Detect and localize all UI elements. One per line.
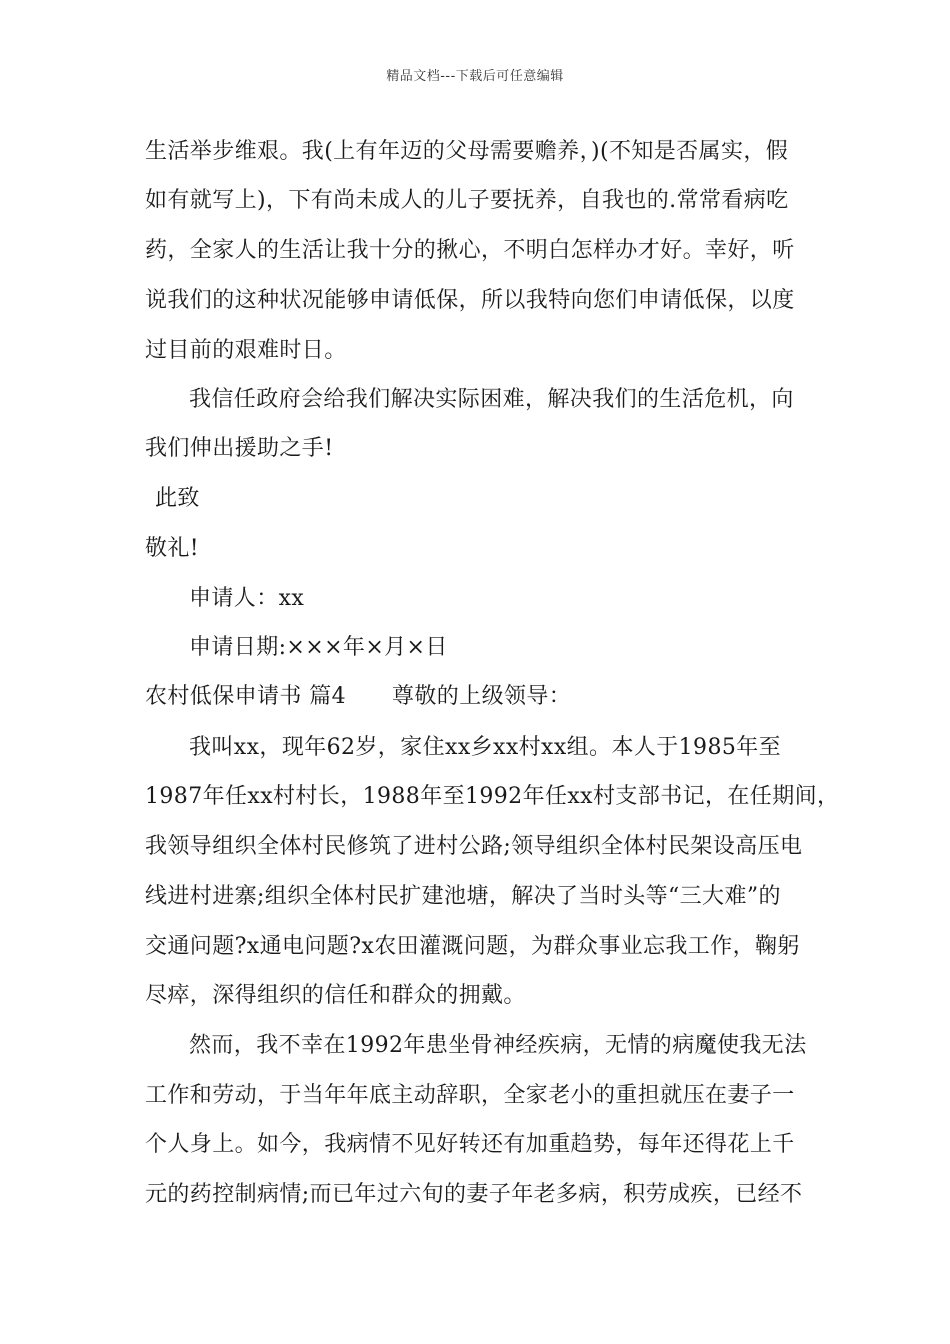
body-line: 然而，我不幸在1992年患坐骨神经疾病，无情的病魔使我无法: [189, 1033, 807, 1058]
page-header: 精品文档---下载后可任意编辑: [386, 69, 564, 84]
application-date: 申请日期:×××年×月×日: [189, 635, 448, 660]
body-line: 如有就写上)，下有尚未成人的儿子要抚养，自我也的.常常看病吃: [145, 188, 789, 213]
greeting: 尊敬的上级领导：: [392, 684, 572, 709]
body-line: 1987年任xx村村长，1988年至1992年任xx村支部书记，在任期间，: [145, 784, 840, 809]
applicant-name: 申请人：xx: [189, 586, 305, 611]
body-line: 工作和劳动，于当年年底主动辞职，全家老小的重担就压在妻子一: [145, 1083, 795, 1108]
body-line: 说我们的这种状况能够申请低保，所以我特向您们申请低保，以度: [145, 288, 795, 313]
body-line: 生活举步维艰。我(上有年迈的父母需要赡养，)(不知是否属实，假: [145, 139, 789, 164]
body-line: 我信任政府会给我们解决实际困难，解决我们的生活危机，向: [189, 387, 794, 412]
section-heading-line: [145, 682, 571, 712]
body-line: 我领导组织全体村民修筑了进村公路;领导组织全体村民架设高压电: [145, 834, 803, 859]
body-line: 我们伸出援助之手!: [145, 436, 334, 461]
section-title: 农村低保申请书 篇4: [145, 684, 346, 709]
body-line: 个人身上。如今，我病情不见好转还有加重趋势，每年还得花上千: [145, 1132, 795, 1157]
body-line: 线进村进寨;组织全体村民扩建池塘，解决了当时头等“三大难”的: [145, 884, 781, 909]
body-line: 尽瘁，深得组织的信任和群众的拥戴。: [145, 983, 526, 1008]
body-line: 元的药控制病情;而已年过六旬的妻子年老多病，积劳成疾，已经不: [145, 1182, 803, 1207]
body-line: 我叫xx，现年62岁，家住xx乡xx村xx组。本人于1985年至: [189, 735, 782, 760]
closing-salutation: 此致: [155, 486, 200, 511]
body-line: 过目前的艰难时日。: [145, 338, 347, 363]
body-line: 交通问题?x通电问题?x农田灌溉问题，为群众事业忘我工作，鞠躬: [145, 934, 800, 959]
closing-regards: 敬礼!: [145, 536, 200, 561]
body-line: 药，全家人的生活让我十分的揪心，不明白怎样办才好。幸好，听: [145, 238, 795, 263]
